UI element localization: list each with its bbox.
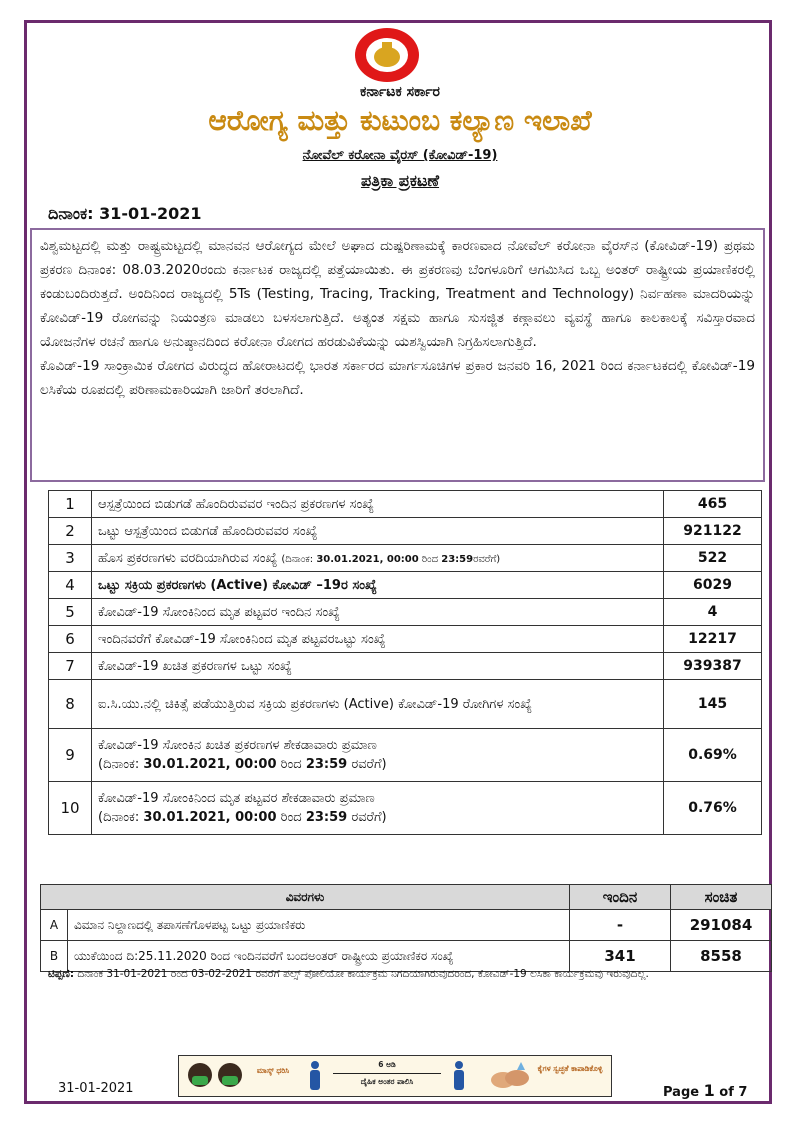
intro-box xyxy=(30,228,765,482)
hand-washing-icon xyxy=(487,1060,533,1092)
footnote: ಟಿಪ್ಪಣಿ: ದಿನಾಂಕ 31-01-2021 ರಿಂದ 03-02-2021 ರವರೆಗೆ ಪಲ್ಸ್ ಪೋಲಿಯೋ ಕಾರ್ಯಕ್ರಮ ನಿಗದಿಯಾಗಿರುವುದರಿಂದ, ಕೋವಿಡ್-19 ಲಸಿಕಾ ಕಾರ್ಯಕ್ರಮವು ಇರುವುದಿಲ್ಲ. xyxy=(48,968,649,980)
row-label: ವಿಮಾನ ನಿಲ್ದಾಣದಲ್ಲಿ ತಪಾಸಣೆಗೊಳಪಟ್ಟ ಒಟ್ಟು ಪ್ರಯಾಣಿಕರು xyxy=(68,910,570,941)
row-value: 522 xyxy=(664,545,762,572)
row-number: 9 xyxy=(49,729,92,782)
row-value: 6029 xyxy=(664,572,762,599)
row-value: 465 xyxy=(664,491,762,518)
press-release-title: ಪತ್ರಿಕಾ ಪ್ರಕಟಣೆ xyxy=(360,171,440,190)
table-row xyxy=(49,782,762,835)
row-value: 145 xyxy=(664,680,762,729)
state-name: ಕರ್ನಾಟಕ ಸರ್ಕಾರ xyxy=(360,84,440,100)
row-value: 4 xyxy=(664,599,762,626)
page-number: Page 1 of 7 xyxy=(663,1081,748,1100)
row-value: 939387 xyxy=(664,653,762,680)
intro-paragraph-2: ಕೊವಿಡ್-19 ಸಾಂಕ್ರಾಮಿಕ ರೋಗದ ವಿರುದ್ಧದ ಹೋರಾಟದಲ್ಲಿ ಭಾರತ ಸರ್ಕಾರದ ಮಾರ್ಗಸೂಚಿಗಳ ಪ್ರಕಾರ ಜನವರಿ 16, 2021 ರಿಂದ ಕರ್ನಾಟಕದಲ್ಲಿ ಕೋವಿಡ್-19 ಲಸಿಕೆಯ ರೂಪದಲ್ಲಿ ಪರಿಣಾಮಕಾರಿಯಾಗಿ ಜಾರಿಗೆ ತರಲಾಗಿದೆ. xyxy=(40,358,755,398)
table-row xyxy=(49,729,762,782)
table-row xyxy=(49,680,762,729)
safety-banner xyxy=(178,1055,612,1097)
row-label: ಯುಕೆಯಿಂದ ದಿ:25.11.2020 ರಿಂದ ಇಂದಿನವರೆಗೆ ಬಂದಅಂತರ್ ರಾಷ್ಟ್ರೀಯ ಪ್ರಯಾಣಿಕರ ಸಂಖ್ಯೆ xyxy=(68,941,570,972)
row-number: 1 xyxy=(49,491,92,518)
row-total: 291084 xyxy=(671,910,772,941)
row-value: 0.76% xyxy=(664,782,762,835)
table-row xyxy=(49,626,762,653)
row-total: 8558 xyxy=(671,941,772,972)
header-details: ವಿವರಗಳು xyxy=(41,885,570,910)
row-number: 5 xyxy=(49,599,92,626)
hygiene-caption: ಕೈಗಳ ಸ್ವಚ್ಛತೆ ಕಾಪಾಡಿಕೊಳ್ಳಿ xyxy=(537,1064,603,1073)
row-label: ಕೋವಿಡ್-19 ಸೋಂಕಿನ ಖಚಿತ ಪ್ರಕರಣಗಳ ಶೇಕಡಾವಾರು ಪ್ರಮಾಣ (ದಿನಾಂಕ: 30.01.2021, 00:00 ರಿಂದ 23:59 ರವರೆಗೆ) xyxy=(92,729,664,782)
person-icon xyxy=(451,1060,467,1092)
table-header-row xyxy=(41,885,772,910)
row-code: A xyxy=(41,910,68,941)
row-today: - xyxy=(570,910,671,941)
table-row xyxy=(49,545,762,572)
row-number: 6 xyxy=(49,626,92,653)
row-label: ಒಟ್ಟು ಸಕ್ರಿಯ ಪ್ರಕರಣಗಳು (Active) ಕೋವಿಡ್ –19ರ ಸಂಖ್ಯೆ xyxy=(92,572,664,599)
table-row xyxy=(41,910,772,941)
row-number: 3 xyxy=(49,545,92,572)
row-label: ಕೋವಿಡ್-19 ಸೋಂಕಿನಿಂದ ಮೃತ ಪಟ್ಟವರ ಶೇಕಡಾವಾರು ಪ್ರಮಾಣ (ದಿನಾಂಕ: 30.01.2021, 00:00 ರಿಂದ 23:59 ರವರೆಗೆ) xyxy=(92,782,664,835)
row-label: ಆಸ್ಪತ್ರೆಯಿಂದ ಬಿಡುಗಡೆ ಹೊಂದಿರುವವರ ಇಂದಿನ ಪ್ರಕರಣಗಳ ಸಂಖ್ಯೆ xyxy=(92,491,664,518)
row-number: 7 xyxy=(49,653,92,680)
row-code: B xyxy=(41,941,68,972)
row-today: 341 xyxy=(570,941,671,972)
row-label: ಕೋವಿಡ್-19 ಖಚಿತ ಪ್ರಕರಣಗಳ ಒಟ್ಟು ಸಂಖ್ಯೆ xyxy=(92,653,664,680)
row-label: ಕೋವಿಡ್-19 ಸೋಂಕಿನಿಂದ ಮೃತ ಪಟ್ಟವರ ಇಂದಿನ ಸಂಖ್ಯೆ xyxy=(92,599,664,626)
travel-table xyxy=(40,884,772,972)
subtitle: ನೋವೆಲ್ ಕರೋನಾ ವೈರಸ್ (ಕೋವಿಡ್-19) xyxy=(302,148,498,163)
row-number: 8 xyxy=(49,680,92,729)
table-row xyxy=(49,653,762,680)
stats-table xyxy=(48,490,762,835)
row-number: 4 xyxy=(49,572,92,599)
row-value: 0.69% xyxy=(664,729,762,782)
row-label: ಇಂದಿನವರೆಗೆ ಕೋವಿಡ್-19 ಸೋಂಕಿನಿಂದ ಮೃತ ಪಟ್ಟವರಒಟ್ಟು ಸಂಖ್ಯೆ xyxy=(92,626,664,653)
row-number: 2 xyxy=(49,518,92,545)
person-icon xyxy=(307,1060,323,1092)
row-number: 10 xyxy=(49,782,92,835)
intro-paragraph-1: ವಿಶ್ವಮಟ್ಟದಲ್ಲಿ ಮತ್ತು ರಾಷ್ಟ್ರಮಟ್ಟದಲ್ಲಿ ಮಾನವನ ಆರೋಗ್ಯದ ಮೇಲೆ ಅಘಾದ ದುಷ್ಪರಿಣಾಮಕ್ಕೆ ಕಾರಣವಾದ ನೋವೆಲ್ ಕರೋನಾ ವೈರಸ್‌ನ (ಕೋವಿಡ್-19) ಪ್ರಥಮ ಪ್ರಕರಣ ದಿನಾಂಕ: 08.03.2020ರಂದು ಕರ್ನಾಟಕ ರಾಜ್ಯದಲ್ಲಿ ಪತ್ತೆಯಾಯಿತು. ಈ ಪ್ರಕರಣವು ಬೆಂಗಳೂರಿಗೆ ಆಗಮಿಸಿದ ಒಬ್ಬ ಅಂತರ್ ರಾಷ್ಟ್ರೀಯ ಪ್ರಯಾಣಿಕರಲ್ಲಿ ಕಂಡುಬಂದಿರುತ್ತದೆ. ಅಂದಿನಿಂದ ರಾಜ್ಯದಲ್ಲಿ 5Ts (Testing, Tracing, Tracking, Treatment and Technology) ನಿರ್ವಹಣಾ ಮಾದರಿಯನ್ನು ಕೋವಿಡ್-19 ರೋಗವನ್ನು ನಿಯಂತ್ರಣ ಮಾಡಲು ಬಳಸಲಾಗುತ್ತಿದೆ. ಅತ್ಯಂತ ಸಕ್ಷಮ ಹಾಗೂ ಸುಸಜ್ಜಿತ ಕಣ್ಗಾವಲು ವ್ಯವಸ್ಥೆ ಹಾಗೂ ಕಾಲಕಾಲಕ್ಕೆ ಸವಿಸ್ತಾರವಾದ ಯೋಜನೆಗಳ ರಚನೆ ಹಾಗೂ ಅನುಷ್ಠಾನದಿಂದ ಕರೋನಾ ರೋಗದ ಹರಡುವಿಕೆಯನ್ನು ಯಶಸ್ವಿಯಾಗಿ ನಿಗ್ರಹಿಸಲಾಗುತ್ತಿದೆ. xyxy=(40,238,755,350)
table-row xyxy=(49,518,762,545)
karnataka-emblem-icon xyxy=(346,26,428,84)
table-row xyxy=(49,572,762,599)
row-value: 921122 xyxy=(664,518,762,545)
header-cumulative: ಸಂಚಿತ xyxy=(671,885,772,910)
row-value: 12217 xyxy=(664,626,762,653)
release-date: ದಿನಾಂಕ: 31-01-2021 xyxy=(48,204,202,223)
header-today: ಇಂದಿನ xyxy=(570,885,671,910)
mask-faces-icon xyxy=(185,1060,247,1092)
row-label: ಒಟ್ಟು ಆಸ್ಪತ್ರೆಯಿಂದ ಬಿಡುಗಡೆ ಹೊಂದಿರುವವರ ಸಂಖ್ಯೆ xyxy=(92,518,664,545)
table-row xyxy=(49,599,762,626)
row-label: ಹೊಸ ಪ್ರಕರಣಗಳು ವರದಿಯಾಗಿರುವ ಸಂಖ್ಯೆ (ದಿನಾಂಕ: 30.01.2021, 00:00 ರಿಂದ 23:59ರವರೆಗೆ) xyxy=(92,545,664,572)
department-title: ಆರೋಗ್ಯ ಮತ್ತು ಕುಟುಂಬ ಕಲ್ಯಾಣ ಇಲಾಖೆ xyxy=(208,104,592,137)
mask-caption: ಮಾಸ್ಕ್ ಧರಿಸಿ xyxy=(256,1066,290,1075)
row-label: ಐ.ಸಿ.ಯು.ನಲ್ಲಿ ಚಿಕಿತ್ಸೆ ಪಡೆಯುತ್ತಿರುವ ಸಕ್ರಿಯ ಪ್ರಕರಣಗಳು (Active) ಕೋವಿಡ್-19 ರೋಗಿಗಳ ಸಂಖ್ಯೆ xyxy=(92,680,664,729)
distance-caption: 6 ಅಡಿ ದೈಹಿಕ ಅಂತರ ಪಾಲಿಸಿ xyxy=(327,1056,447,1100)
footer-date: 31-01-2021 xyxy=(58,1081,134,1096)
table-row xyxy=(49,491,762,518)
